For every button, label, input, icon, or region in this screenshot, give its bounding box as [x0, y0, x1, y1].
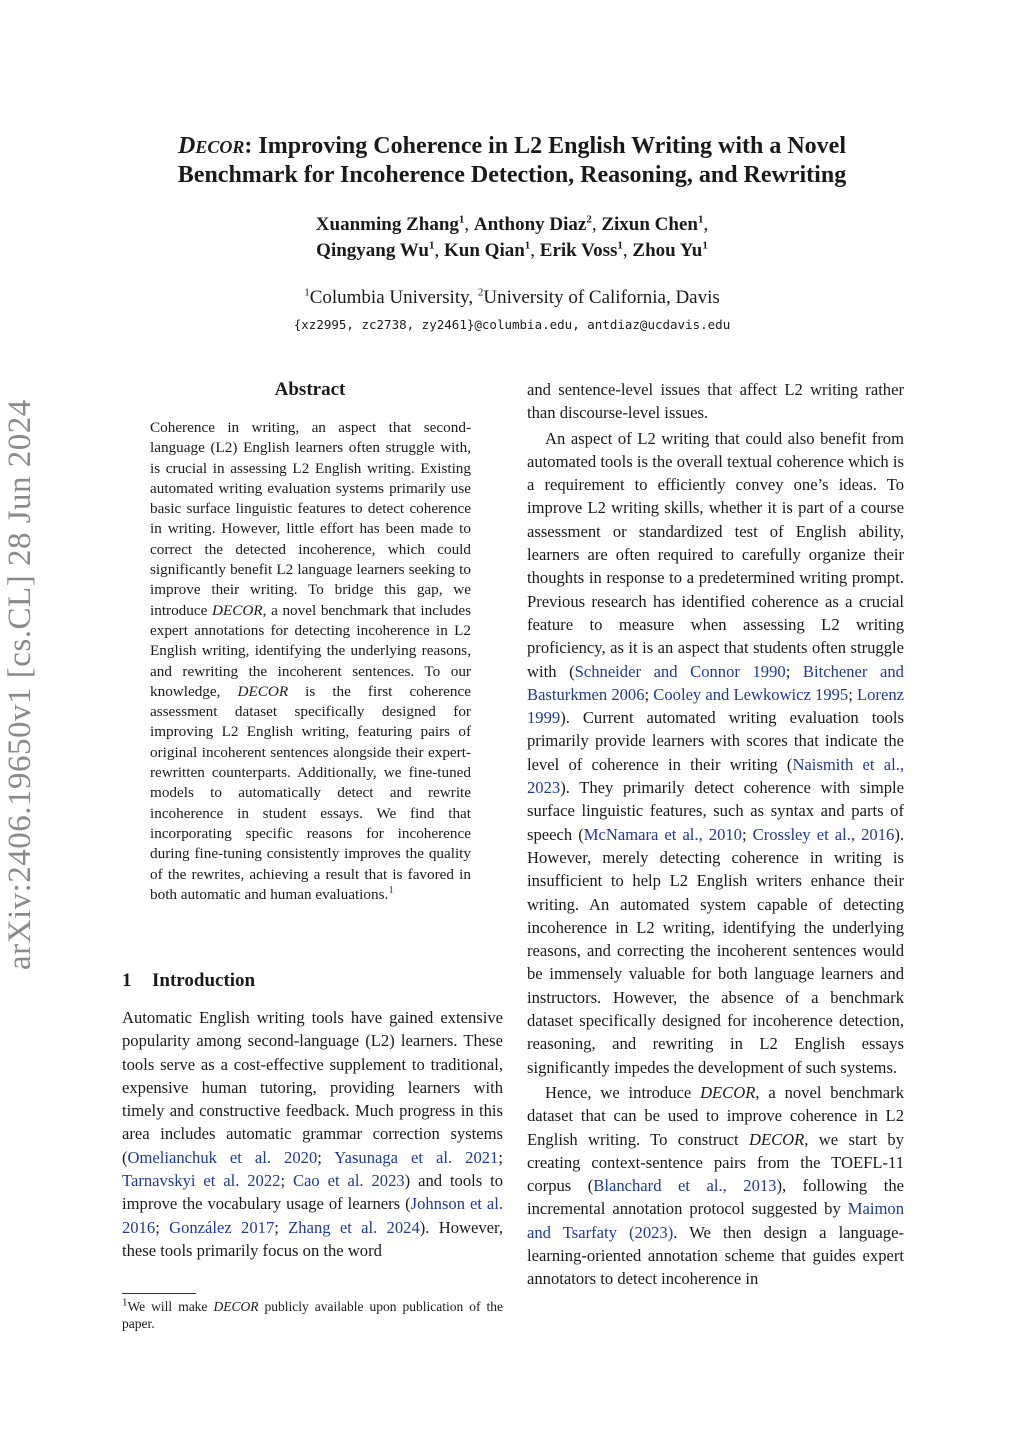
citation-link[interactable]: Tarnavskyi et al. 2022: [122, 1171, 281, 1191]
title-line-1: : Improving Coherence in L2 English Writing with a Novel: [244, 133, 846, 159]
title-line-2: Benchmark for Incoherence Detection, Reasoning, and Rewriting: [177, 162, 847, 188]
intro-paragraph-2: An aspect of L2 writing that could also benefit from automated tools is the overall textual coherence which is a requirement to efficiently convey one’s ideas. To improve L2 writing skills, whether it is part of a course assessment or standardized test of English ability, learners are often required to carefully organize their thoughts in response to a predetermined writing prompt. Previous research has identified coherence as a crucial feature to measure when assessing L2 writing proficiency, as it is an aspect that students often struggle with (Schneider and Connor 1990; Bitchener and Basturkmen 2006; Cooley and Lewkowicz 1995; Lorenz 1999). Current automated writing evaluation tools primarily provide learners with scores that indicate the level of coherence in their writing (Naismith et al., 2023). They primarily detect coherence with simple surface linguistic features, such as syntax and parts of speech (McNamara et al., 2010; Crossley et al., 2016). However, merely detecting coherence in writing is insufficient to help L2 English writers enhance their writing. An automated system capable of detecting incoherence in L2 writing, identifying the underlying reasons, and correcting the incoherent sentences would be immensely valuable for both language learners and instructors. However, the absence of a benchmark dataset specifically designed for incoherence detection, reasoning, and rewriting in L2 English essays significantly impedes the development of such systems.: [527, 428, 904, 1077]
citation-link[interactable]: McNamara et al., 2010: [583, 824, 742, 844]
citation-link[interactable]: Cooley and Lewkowicz 1995: [653, 684, 849, 704]
author: Zhou Yu$^1$: [632, 239, 708, 261]
citation-link[interactable]: Omelianchuk et al. 2020: [127, 1147, 318, 1167]
citation-link[interactable]: Cao et al. 2023: [292, 1171, 405, 1191]
title-name-initial: D: [178, 133, 196, 159]
intro-paragraph-3: Hence, we introduce DECOR, a novel benchmark dataset that can be used to improve coherence in L2 English writing. To construct DECOR, we start by creating context-sentence pairs from the TOEFL-11 corpus (Blanchard et al., 2013), following the incremental annotation protocol suggested by Maimon and Tsarfaty (2023). We then design a language-learning-oriented annotation scheme that guides expert annotators to detect incoherence in: [527, 1082, 904, 1289]
citation-link[interactable]: Blanchard et al., 2013: [593, 1176, 777, 1196]
citation-link[interactable]: Johnson et al. 2016: [122, 1194, 503, 1237]
abstract-heading: Abstract: [274, 379, 346, 400]
right-column: [527, 378, 904, 1291]
section-heading-introduction: 1 Introduction: [122, 970, 256, 991]
footnote-marker[interactable]: 1: [388, 883, 394, 896]
author-list: Xuanming Zhang$^1$, Anthony Diaz$^2$, Zixun Chen$^1$, Qingyang Wu$^1$, Kun Qian$^1$, Erik Voss$^1$, Zhou Yu$^1$: [315, 213, 709, 261]
citation-link[interactable]: Bitchener and Basturkmen 2006: [527, 661, 904, 704]
title-name-rest: ECOR: [195, 137, 245, 157]
intro-paragraph-1-continued: and sentence-level issues that affect L2 writing rather than discourse-level issues.: [527, 380, 904, 423]
footnote-divider: [122, 1293, 196, 1294]
author: Zixun Chen$^1$: [601, 213, 704, 235]
author: Qingyang Wu$^1$: [316, 239, 435, 261]
citation-link[interactable]: Naismith et al., 2023: [527, 754, 904, 798]
footnote: $^1$We will make DECOR publicly available upon publication of the paper.: [122, 1296, 503, 1331]
intro-paragraph-1: Automatic English writing tools have gained extensive popularity among second-language (L2) learners. These tools serve as a cost-effective supplement to traditional, expensive human tutoring, providing learners with timely and constructive feedback. Much progress in this area includes automatic grammar correction systems (Omelianchuk et al. 2020; Yasunaga et al. 2021; Tarnavskyi et al. 2022; Cao et al. 2023) and tools to improve the vocabulary usage of learners (Johnson et al. 2016; González 2017; Zhang et al. 2024). However, these tools primarily focus on the word: [122, 1008, 504, 1260]
author-emails: {xz2995, zc2738, zy2461}@columbia.edu, antdiaz@ucdavis.edu: [293, 317, 731, 332]
abstract-body: Coherence in writing, an aspect that second-language (L2) English learners often struggle with, is crucial in assessing L2 English writing. Existing automated writing evaluation systems primarily use basic surface linguistic features to detect coherence in writing. However, little effort has been made to correct the detected incoherence, which could significantly benefit L2 language learners seeking to improve their writing. To bridge this gap, we introduce DECOR, a novel benchmark that includes expert annotations for detecting incoherence in L2 English writing, identifying the underlying reasons, and rewriting the incoherent sentences. To our knowledge, DECOR is the first coherence assessment dataset specifically designed for improving L2 English writing, featuring pairs of original incoherent sentences alongside their expert-rewritten counterparts. Additionally, we fine-tuned models to automatically detect and rewrite incoherence in student essays. We find that incorporating specific reasons for incoherence during fine-tuning consistently improves the quality of the rewrites, achieving a result that is favored in both automatic and human evaluations.$^1$: [150, 419, 471, 903]
citation-link[interactable]: Lorenz 1999: [527, 684, 904, 728]
author: Xuanming Zhang$^1$: [315, 213, 465, 235]
author: Kun Qian$^1$: [444, 239, 531, 261]
author: Erik Voss$^1$: [539, 239, 623, 261]
arxiv-identifier-stamp: arXiv:2406.19650v1 [cs.CL] 28 Jun 2024: [2, 399, 38, 970]
paper-title: [120, 132, 904, 189]
citation-link[interactable]: Maimon and Tsarfaty (2023): [527, 1199, 904, 1242]
author: Anthony Diaz$^2$: [473, 213, 592, 235]
affiliations: $^1$Columbia University, $^2$University of California, Davis: [304, 286, 720, 308]
citation-link[interactable]: González 2017: [169, 1217, 275, 1237]
citation-link[interactable]: Yasunaga et al. 2021: [334, 1147, 499, 1167]
title-benchmark-name: [178, 133, 244, 159]
citation-link[interactable]: Schneider and Connor 1990: [574, 661, 786, 681]
citation-link[interactable]: Crossley et al., 2016: [752, 824, 895, 844]
citation-link[interactable]: Zhang et al. 2024: [288, 1217, 420, 1237]
